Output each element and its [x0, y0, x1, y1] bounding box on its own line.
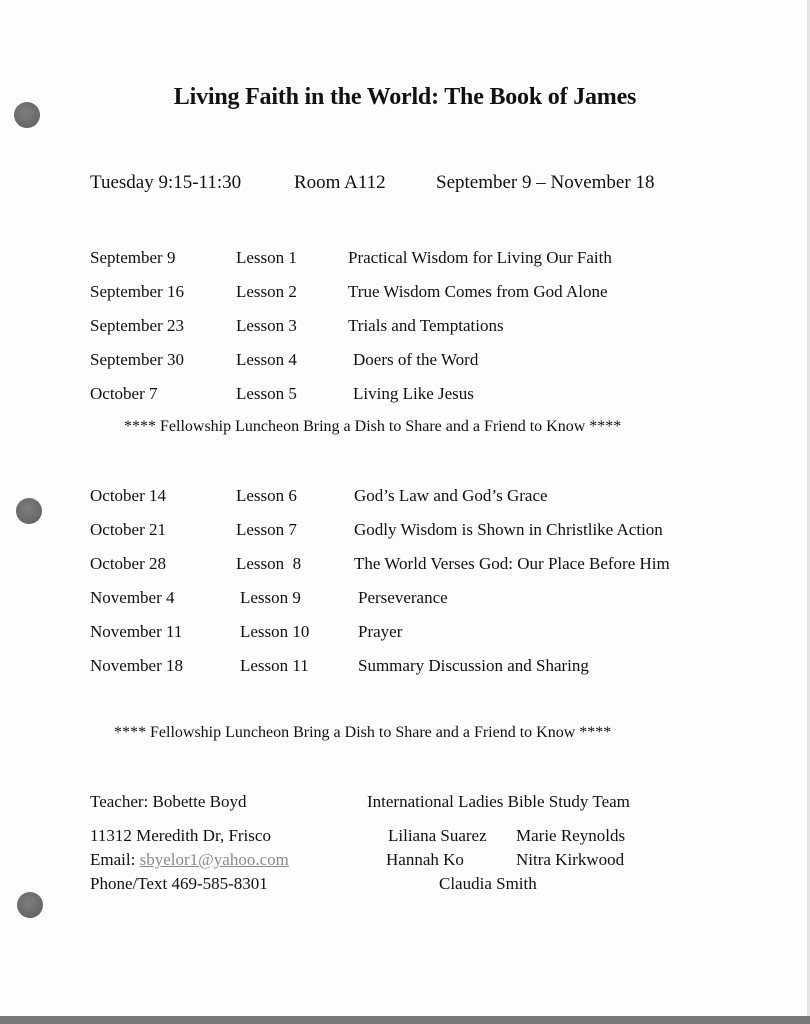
row-topic: Godly Wisdom is Shown in Christlike Action [354, 520, 663, 539]
class-room: Room A112 [294, 172, 386, 193]
row-date: October 28 [90, 554, 167, 573]
row-date: November 4 [90, 588, 175, 607]
document-title: Living Faith in the World: The Book of James [173, 84, 637, 110]
row-topic: God’s Law and God’s Grace [354, 486, 548, 505]
row-topic: Trials and Temptations [348, 316, 504, 335]
punch-hole-middle [16, 498, 42, 524]
team-member: Nitra Kirkwood [516, 850, 625, 869]
row-lesson: Lesson 7 [236, 520, 297, 539]
row-topic: Living Like Jesus [353, 384, 474, 403]
row-topic: Summary Discussion and Sharing [358, 656, 589, 675]
row-lesson: Lesson 9 [240, 588, 301, 607]
teacher-name: Teacher: Bobette Boyd [90, 792, 247, 811]
luncheon-note-1: **** Fellowship Luncheon Bring a Dish to Share and a Friend to Know **** [124, 418, 622, 435]
row-date: October 7 [90, 384, 158, 403]
team-member: Claudia Smith [439, 874, 537, 893]
row-lesson: Lesson 8 [236, 554, 302, 573]
row-lesson: Lesson 3 [236, 316, 297, 335]
team-member: Marie Reynolds [516, 826, 626, 845]
row-topic: Doers of the Word [353, 350, 479, 369]
row-lesson: Lesson 11 [240, 656, 309, 675]
teacher-phone: Phone/Text 469-585-8301 [90, 874, 268, 893]
team-heading: International Ladies Bible Study Team [367, 792, 630, 811]
team-member: Hannah Ko [386, 850, 464, 869]
row-date: November 18 [90, 656, 184, 675]
row-date: October 14 [90, 486, 167, 505]
luncheon-note-2: **** Fellowship Luncheon Bring a Dish to Share and a Friend to Know **** [114, 724, 612, 741]
row-lesson: Lesson 2 [236, 282, 297, 301]
row-date: September 23 [90, 316, 184, 335]
row-topic: The World Verses God: Our Place Before Him [354, 554, 670, 573]
row-date: November 11 [90, 622, 183, 641]
row-lesson: Lesson 5 [236, 384, 297, 403]
row-date: September 30 [90, 350, 184, 369]
class-day-time: Tuesday 9:15-11:30 [90, 172, 242, 193]
row-lesson: Lesson 10 [240, 622, 310, 641]
email-label: Email: [90, 850, 140, 869]
email-link[interactable]: sbyelor1@yahoo.com [139, 850, 289, 869]
team-member: Liliana Suarez [388, 826, 487, 845]
class-date-range: September 9 – November 18 [436, 172, 655, 193]
row-date: September 16 [90, 282, 184, 301]
row-date: September 9 [90, 248, 176, 267]
teacher-address: 11312 Meredith Dr, Frisco [90, 826, 271, 845]
row-topic: Perseverance [358, 588, 448, 607]
punch-hole-bottom [17, 892, 43, 918]
row-date: October 21 [90, 520, 167, 539]
row-lesson: Lesson 1 [236, 248, 297, 267]
row-topic: Prayer [358, 622, 403, 641]
row-topic: Practical Wisdom for Living Our Faith [348, 248, 612, 267]
scanner-bottom-edge [0, 1016, 810, 1024]
teacher-email-line [90, 850, 289, 870]
row-topic: True Wisdom Comes from God Alone [348, 282, 608, 301]
row-lesson: Lesson 4 [236, 350, 297, 369]
row-lesson: Lesson 6 [236, 486, 297, 505]
